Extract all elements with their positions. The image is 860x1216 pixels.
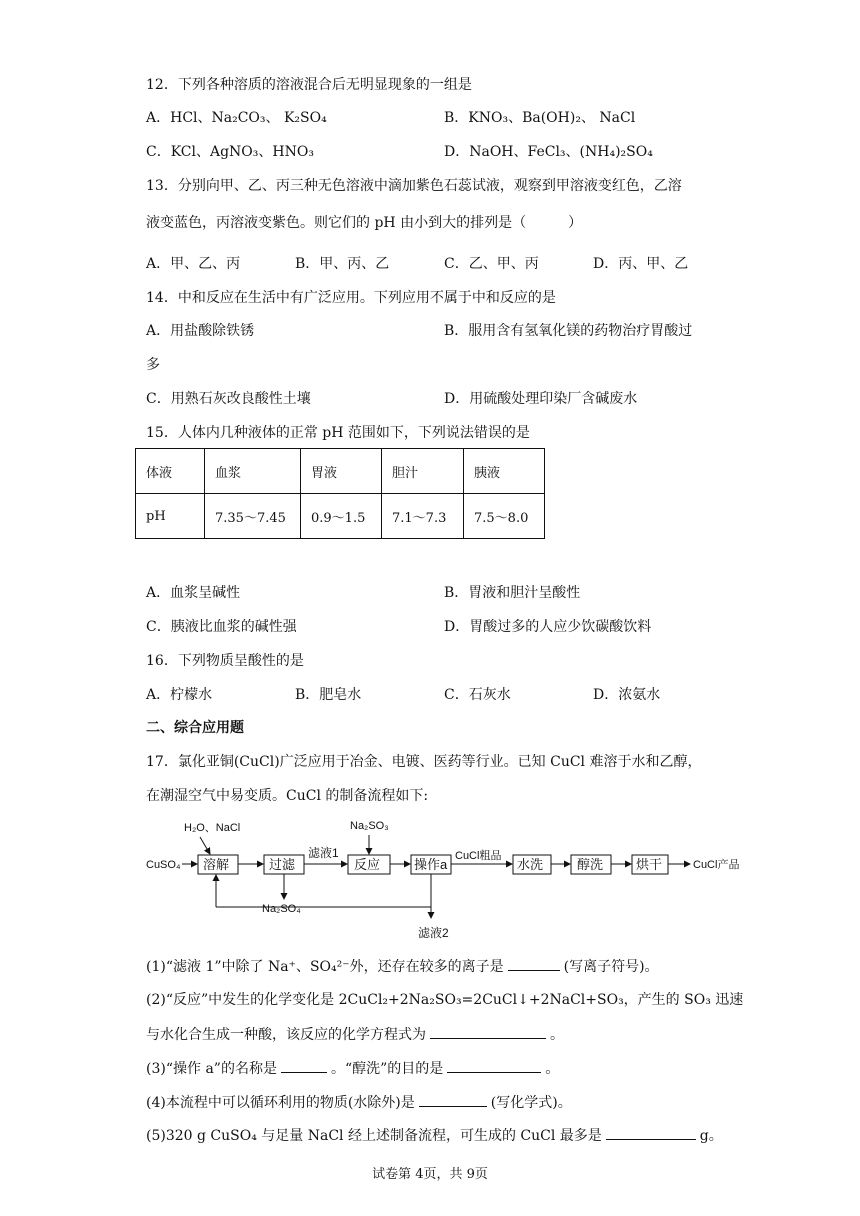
q14-option-b: B．服用含有氢氧化镁的药物治疗胃酸过 [444,323,693,339]
q17-part5-tail: g。 [699,1128,723,1144]
q17-part3 [146,1059,559,1078]
q15-option-a: A．血浆呈碱性 [146,585,241,601]
q17-part3-text: (3)“操作 a”的名称是 [146,1061,277,1077]
q14-option-d: D．用硫酸处理印染厂含碱废水 [444,391,638,407]
flow-step-operation-a: 操作a [414,857,448,872]
flow-add2-label: Na₂SO₃ [350,820,389,832]
q13-stem-line1: 13．分别向甲、乙、丙三种无色溶液中滴加紫色石蕊试液，观察到甲溶液变红色，乙溶 [146,178,682,194]
flow-input-label: CuSO₄ [146,859,181,871]
q13-option-b: B．甲、丙、乙 [295,256,390,272]
q17-part1 [146,957,659,976]
q13-option-a: A．甲、乙、丙 [146,256,241,272]
q16-option-d: D．浓氨水 [593,687,661,703]
answer-blank-3[interactable] [281,1059,327,1073]
q13-stem-line2: 液变蓝色，丙溶液变紫色。则它们的 pH 由小到大的排列是（ ） [146,215,583,231]
q12-stem: 12．下列各种溶质的溶液混合后无明显现象的一组是 [146,77,472,93]
ph-table-cell: 7.35～7.45 [205,494,301,539]
flow-filtrate2-label: 滤液2 [418,926,449,940]
q13-option-d: D．丙、甲、乙 [593,256,689,272]
cucl-flow-diagram [0,815,860,945]
q15-option-c: C．胰液比血浆的碱性强 [146,619,297,635]
q16-option-b: B．肥皂水 [295,687,362,703]
flow-product-label: CuCl产品 [693,859,740,871]
q17-part3-tail: 。 [545,1061,560,1077]
q17-stem-line1: 17．氯化亚铜(CuCl)广泛应用于冶金、电镀、医药等行业。已知 CuCl 难溶于水和乙醇， [146,754,702,770]
q17-part2-text: 与水化合生成一种酸，该反应的化学方程式为 [146,1027,426,1043]
q17-part1-tail: (写离子符号)。 [563,959,659,975]
q17-part4-text: (4)本流程中可以循环利用的物质(水除外)是 [146,1095,415,1111]
q12-option-c: C．KCl、AgNO₃、HNO₃ [146,144,314,160]
q15-option-b: B．胃液和胆汁呈酸性 [444,585,581,601]
ph-table-cell: 体液 [136,449,205,494]
ph-table-cell: 胰液 [464,449,545,494]
flow-step-alcohol-wash: 醇洗 [577,857,604,872]
q14-option-a: A．用盐酸除铁锈 [146,323,255,339]
q12-option-d: D．NaOH、FeCl₃、(NH₄)₂SO₄ [444,144,653,160]
q14-stem: 14．中和反应在生活中有广泛应用。下列应用不属于中和反应的是 [146,290,556,306]
q17-part4-tail: (写化学式)。 [490,1095,572,1111]
ph-table-cell: 胆汁 [382,449,464,494]
flow-add1-label: H₂O、NaCl [184,822,241,834]
flow-step-dissolve: 溶解 [203,857,230,872]
q16-option-c: C．石灰水 [444,687,511,703]
ph-table-cell: 0.9～1.5 [301,494,382,539]
q17-part4 [146,1093,572,1112]
ph-table-row [136,494,545,539]
flow-filtrate1-label: 滤液1 [308,846,339,860]
ph-table-cell: 7.5～8.0 [464,494,545,539]
ph-table-header-row [136,449,545,494]
flow-step-filter: 过滤 [269,857,296,872]
flow-step-water-wash: 水洗 [517,857,544,872]
q15-option-d: D．胃酸过多的人应少饮碳酸饮料 [444,619,652,635]
answer-blank-4[interactable] [447,1059,541,1073]
q14-option-b-wrap: 多 [146,357,160,373]
section-heading: 二、综合应用题 [146,720,244,736]
q12-option-a: A．HCl、Na₂CO₃、 K₂SO₄ [146,110,327,126]
q17-part3-mid: 。“醇洗”的目的是 [330,1061,444,1077]
q17-part2-line1: (2)“反应”中发生的化学变化是 2CuCl₂+2Na₂SO₃=2CuCl↓+2NaCl+SO₃，产生的 SO₃ 迅速 [146,992,744,1008]
q13-option-c: C．乙、甲、丙 [444,256,539,272]
flow-step-reaction: 反应 [354,857,381,872]
ph-table-cell: pH [136,494,205,539]
ph-table-cell: 7.1～7.3 [382,494,464,539]
answer-blank-1[interactable] [508,957,560,971]
q17-part2-tail: 。 [550,1027,564,1043]
ph-table [135,448,545,539]
flow-step-dry: 烘干 [636,857,663,872]
flow-byproduct-label: Na₂SO₄ [262,903,301,915]
q16-stem: 16．下列物质呈酸性的是 [146,653,304,669]
page-footer: 试卷第 4页，共 9页 [372,1167,488,1182]
q17-part5 [146,1126,723,1145]
flow-crude-label: CuCl粗品 [455,850,502,862]
answer-blank-2[interactable] [430,1025,546,1039]
answer-blank-5[interactable] [419,1093,487,1107]
ph-table-cell: 胃液 [301,449,382,494]
q14-option-c: C．用熟石灰改良酸性土壤 [146,391,311,407]
answer-blank-6[interactable] [606,1126,696,1140]
q12-option-b: B．KNO₃、Ba(OH)₂、 NaCl [444,110,636,126]
q17-part1-text: (1)“滤液 1”中除了 Na⁺、SO₄²⁻外，还存在较多的离子是 [146,959,504,975]
q15-stem: 15．人体内几种液体的正常 pH 范围如下，下列说法错误的是 [146,425,530,441]
q17-part2-line2 [146,1025,564,1044]
q17-stem-line2: 在潮湿空气中易变质。CuCl 的制备流程如下: [146,788,429,804]
q16-option-a: A．柠檬水 [146,687,213,703]
q17-part5-text: (5)320 g CuSO₄ 与足量 NaCl 经上述制备流程，可生成的 CuCl 最多是 [146,1128,602,1144]
ph-table-cell: 血浆 [205,449,301,494]
